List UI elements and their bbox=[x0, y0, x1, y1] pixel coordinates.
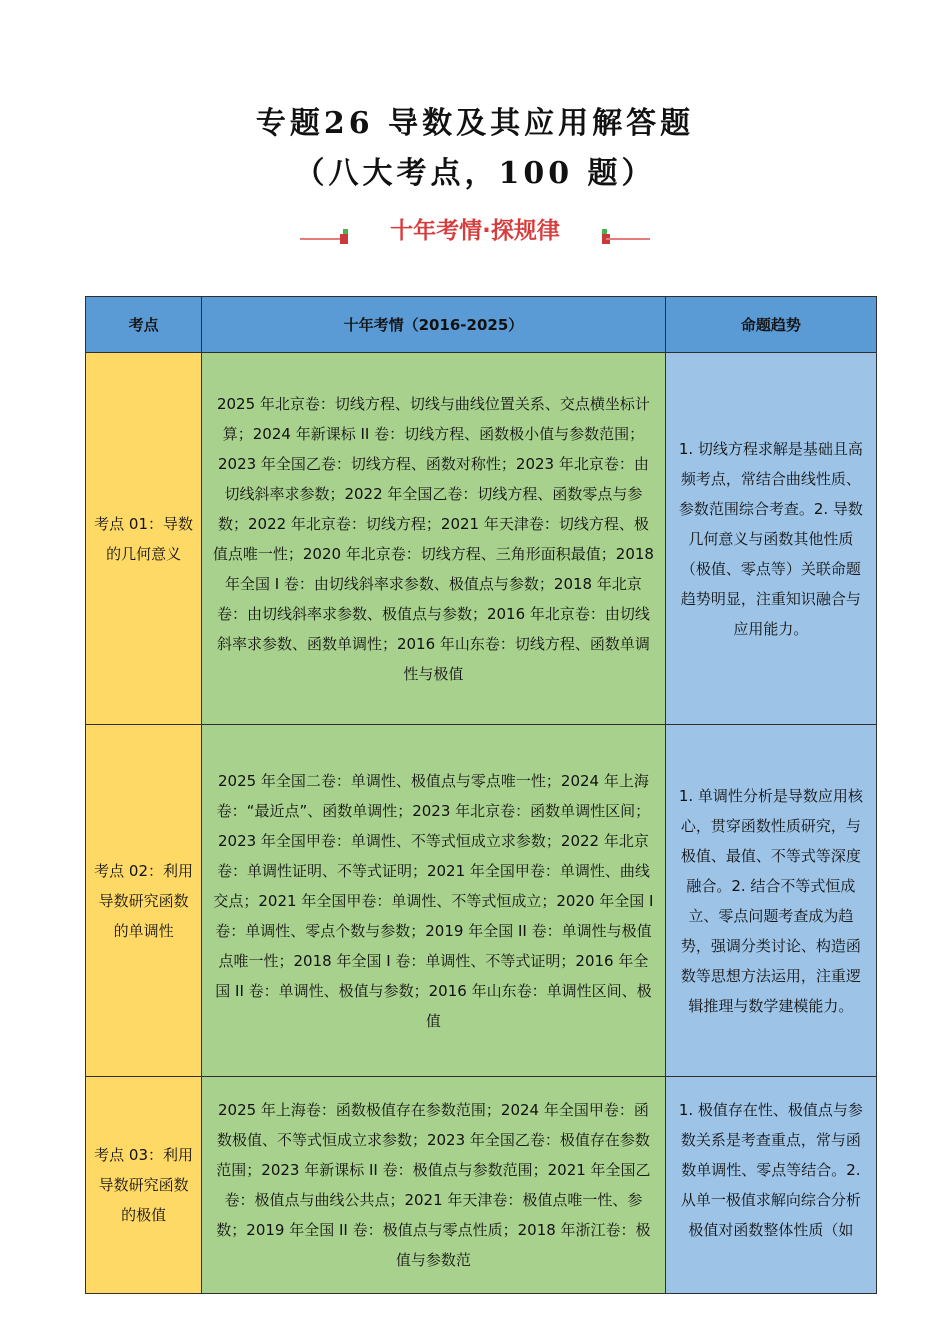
section-banner bbox=[300, 214, 650, 250]
title-line-1: 专题26 导数及其应用解答题 bbox=[255, 106, 695, 141]
trend-cell bbox=[665, 725, 876, 1077]
history-cell bbox=[202, 353, 666, 725]
exam-point-cell bbox=[86, 725, 202, 1077]
table-row bbox=[86, 353, 877, 725]
trend-clip bbox=[678, 1095, 864, 1275]
history-text: 2025 年全国二卷：单调性、极值点与零点唯一性；2024 年上海卷：“最近点”、函数单调性；2023 年北京卷：函数单调性区间；2023 年全国甲卷：单调性、不等式恒成立求参数；2022 年北京卷：单调性证明、不等式证明；2021 年全国甲卷：单调性、曲线交点；2021 年全国甲卷：单调性、不等式恒成立；2020 年全国 I 卷：单调性、零点个数与参数；2019 年全国 II 卷：单调性与极值点唯一性；2018 年全国 I 卷：单调性、不等式证明；2016 年全国 II 卷：单调性、极值与参数；2016 年山东卷：单调性区间、极值 bbox=[213, 771, 654, 1030]
exam-point-text: 考点 03：利用导数研究函数的极值 bbox=[94, 1146, 193, 1224]
exam-point-text: 考点 01：导数的几何意义 bbox=[94, 514, 193, 563]
exam-point-cell bbox=[86, 1077, 202, 1294]
table-header-row bbox=[86, 297, 877, 353]
document-title bbox=[0, 100, 950, 198]
exam-point-cell bbox=[86, 353, 202, 725]
banner-rule-right bbox=[606, 238, 650, 240]
exam-trend-table bbox=[85, 296, 877, 1294]
table-row bbox=[86, 725, 877, 1077]
title-line-2: （八大考点，100 题） bbox=[294, 156, 656, 191]
history-cell bbox=[202, 1077, 666, 1294]
history-text: 2025 年北京卷：切线方程、切线与曲线位置关系、交点横坐标计算；2024 年新课标 II 卷：切线方程、函数极小值与参数范围；2023 年全国乙卷：切线方程、函数对称性；2023 年北京卷：由切线斜率求参数；2022 年全国乙卷：切线方程、函数零点与参数；2022 年北京卷：切线方程；2021 年天津卷：切线方程、极值点唯一性；2020 年北京卷：切线方程、三角形面积最值；2018 年全国 I 卷：由切线斜率求参数、极值点与参数；2018 年北京卷：由切线斜率求参数、极值点与参数；2016 年北京卷：由切线斜率求参数、函数单调性；2016 年山东卷：切线方程、函数单调性与极值 bbox=[212, 394, 654, 683]
header-history: 十年考情（2016-2025） bbox=[202, 297, 666, 353]
banner-text: 十年考情·探规律 bbox=[390, 218, 560, 244]
history-cell bbox=[202, 725, 666, 1077]
exam-point-text: 考点 02：利用导数研究函数的单调性 bbox=[94, 861, 193, 940]
trend-cell bbox=[665, 353, 876, 725]
header-point: 考点 bbox=[86, 297, 202, 353]
header-trend: 命题趋势 bbox=[665, 297, 876, 353]
history-clip bbox=[212, 1095, 655, 1275]
trend-text: 1. 切线方程求解是基础且高频考点，常结合曲线性质、参数范围综合考查。2. 导数几何意义与函数其他性质（极值、零点等）关联命题趋势明显，注重知识融合与应用能力。 bbox=[678, 439, 863, 638]
trend-cell bbox=[665, 1077, 876, 1294]
trend-text: 1. 单调性分析是导数应用核心，贯穿函数性质研究，与极值、最值、不等式等深度融合。2. 结合不等式恒成立、零点问题考查成为趋势，强调分类讨论、构造函数等思想方法运用，注重逻辑推理与数学建模能力。 bbox=[678, 786, 863, 1015]
table-row bbox=[86, 1077, 877, 1294]
history-text: 2025 年上海卷：函数极值存在参数范围；2024 年全国甲卷：函数极值、不等式恒成立求参数；2023 年全国乙卷：极值存在参数范围；2023 年新课标 II 卷：极值点与参数范围；2021 年全国乙卷：极值点与曲线公共点；2021 年天津卷：极值点唯一性、参数；2019 年全国 II 卷：极值点与零点性质；2018 年浙江卷：极值与参数范 bbox=[216, 1101, 651, 1269]
trend-text: 1. 极值存在性、极值点与参数关系是考查重点，常与函数单调性、零点等结合。2. 从单一极值求解向综合分析极值对函数整体性质（如 bbox=[678, 1101, 863, 1239]
